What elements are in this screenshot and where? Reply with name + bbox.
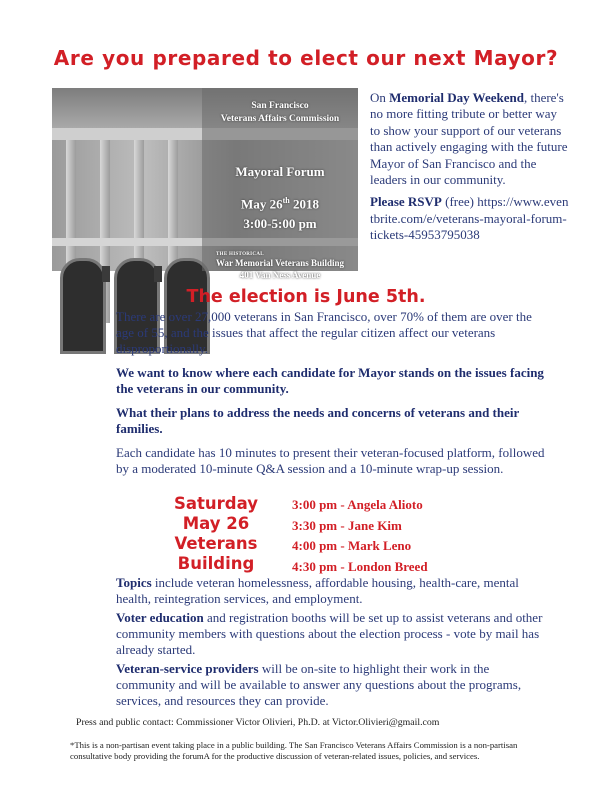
press-contact: Press and public contact: Commissioner Victor Olivieri, Ph.D. at Victor.Olivieri@gmail.com	[76, 717, 440, 728]
rsvp-link[interactable]: https://www.eventbrite.com/e/veterans-mayoral-forum-tickets-45953795038	[370, 194, 569, 243]
rsvp-label: Please RSVP	[370, 194, 442, 210]
intro-text: On Memorial Day Weekend, there's no more fitting tribute or better way to show your support of our veterans than actively engaging with the future Mayor of San Francisco and the leaders in our community. Please RSVP (free) https://www.eventbrite.com/e/veterans-mayoral-forum-tickets-45953795038	[370, 90, 569, 243]
when-venue-2: Building	[177, 554, 255, 573]
schedule-item: 4:30 pm - London Breed	[292, 558, 428, 574]
poster-venue-line2: 401 Van Ness Avenue	[239, 270, 321, 281]
when-day: Saturday	[174, 494, 258, 513]
headline: Are you prepared to elect our next Mayor?	[53, 46, 559, 70]
schedule-item: 4:00 pm - Mark Leno	[292, 538, 412, 553]
candidate-schedule	[292, 495, 428, 577]
body-text	[116, 309, 546, 485]
election-heading: The election is June 5th.	[186, 287, 426, 307]
topics-paragraph: Topics include veteran homelessness, affordable housing, health-care, mental health, reintegration services, and employment.	[116, 575, 519, 606]
poster-venue-line1: War Memorial Veterans Building	[215, 258, 345, 269]
poster-date: May 26th 2018	[241, 196, 319, 212]
event-poster-image	[52, 88, 358, 281]
plans-paragraph: What their plans to address the needs and concerns of veterans and their families.	[116, 405, 520, 436]
poster-org-line2: Veterans Affairs Commission	[220, 114, 340, 124]
when-venue-1: Veterans	[174, 534, 258, 553]
schedule-item: 3:00 pm - Angela Alioto	[292, 497, 423, 512]
rsvp-block: Please RSVP (free) https://www.eventbrite.com/e/veterans-mayoral-forum-tickets-45953795038	[370, 194, 569, 243]
voter-education-paragraph: Voter education and registration booths will be set up to assist veterans and other community members with questions about the election process - vote by mail has already started.	[116, 610, 543, 657]
when-date: May 26	[182, 514, 250, 533]
disclaimer: *This is a non-partisan event taking place in a public building. The San Francisco Veterans Affairs Commission is a non-partisan consultative body providing the forumA for the productive discussion of veteran-related issues, policies, and services.	[70, 740, 518, 761]
poster-venue-prefix: THE HISTORICAL	[216, 252, 264, 258]
event-when-where	[156, 494, 276, 574]
veterans-stats-paragraph: There are over 27,000 veterans in San Francisco, over 70% of them are over the age of 55, and the issues that affect the regular citizen affect our veterans disproportionally.	[116, 309, 532, 356]
service-providers-paragraph: Veteran-service providers will be on-site to highlight their work in the community and will be available to answer any questions about the programs, services, and resources they can provide.	[116, 661, 522, 708]
poster-overlay	[202, 88, 358, 281]
candidate-stance-paragraph: We want to know where each candidate for Mayor stands on the issues facing the veterans in our community.	[116, 365, 544, 396]
poster-title: Mayoral Forum	[235, 164, 325, 179]
format-paragraph: Each candidate has 10 minutes to present their veteran-focused platform, followed by a moderated 10-minute Q&A session and a 10-minute wrap-up session.	[116, 445, 545, 476]
memorial-day-emphasis: Memorial Day Weekend	[389, 90, 524, 105]
event-details	[116, 575, 546, 712]
schedule-item: 3:30 pm - Jane Kim	[292, 517, 402, 533]
poster-time: 3:00-5:00 pm	[243, 216, 317, 232]
poster-org-line1: San Francisco	[251, 101, 309, 111]
